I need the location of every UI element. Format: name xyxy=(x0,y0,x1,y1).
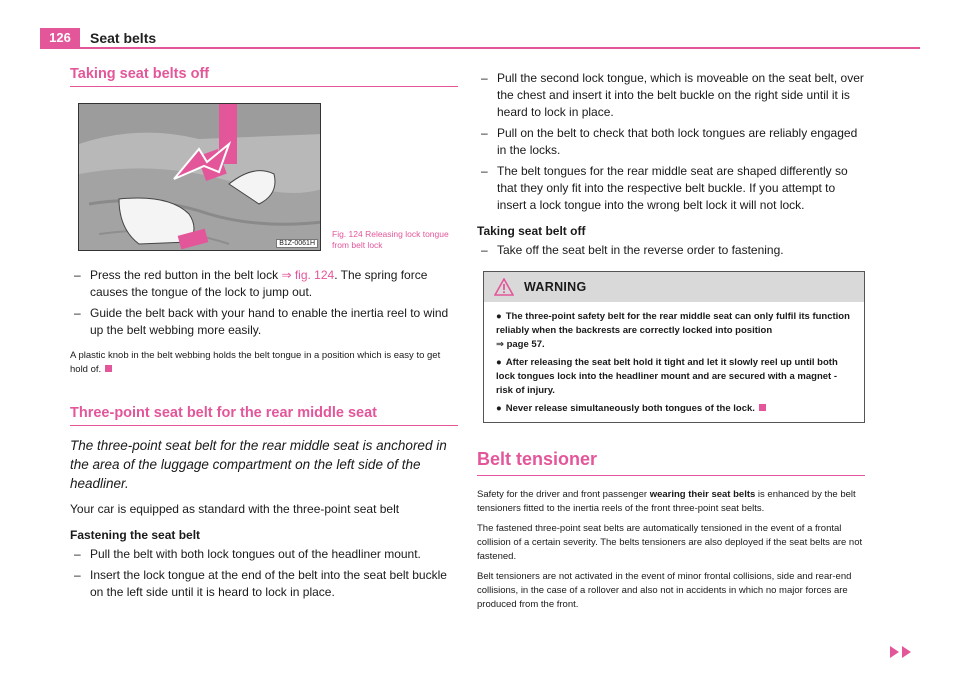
intro-text: Your car is equipped as standard with the three-point seat belt xyxy=(70,502,400,516)
figure-caption: Fig. 124 Releasing lock tongue from belt lock xyxy=(332,229,449,250)
warning-item: ● After releasing the seat belt hold it tight and let it slowly reel up until both lock tongues lock into the headliner mount and are secured with a magnet - risk of injury. xyxy=(496,357,838,396)
warning-item: ● The three-point safety belt for the rear middle seat can only fulfil its function reliably when the backrests are correctly locked into position ⇒ page 57. xyxy=(496,311,850,350)
figure-reference-link[interactable]: ⇒ fig. 124 xyxy=(281,268,335,282)
list-item: – The belt tongues for the rear middle seat are shaped differently so that they only fit into the respective belt buckle. If you attempt to insert a lock tongue into the wrong belt lock it will not lock. xyxy=(477,163,865,214)
warning-box xyxy=(483,271,865,423)
bullet-icon: ● xyxy=(496,403,502,414)
section-title-rear-middle: Three-point seat belt for the rear middle seat xyxy=(70,405,458,426)
list-item: – Pull on the belt to check that both lock tongues are reliably engaged in the locks. xyxy=(477,125,865,159)
section-title-taking-off: Taking seat belts off xyxy=(70,66,458,87)
tensioner-paragraph-1: Safety for the driver and front passenger wearing their seat belts is enhanced by the belt tensioners fitted to the inertia reels of the front three-point seat belts. xyxy=(477,489,856,514)
bullet-icon: ● xyxy=(496,357,502,368)
figure-image xyxy=(78,103,321,251)
subheading-fastening: Fastening the seat belt xyxy=(70,528,201,542)
warning-title: WARNING xyxy=(524,280,587,294)
warning-item: ● Never release simultaneously both tongues of the lock. xyxy=(488,402,856,416)
subheading-taking-off: Taking seat belt off xyxy=(477,224,586,238)
figure-code: B1Z-0061H xyxy=(276,239,318,248)
next-page-arrow-icon[interactable] xyxy=(890,646,899,658)
page-header-title: Seat belts xyxy=(90,30,157,46)
list-item: – Take off the seat belt in the reverse order to fastening. xyxy=(477,242,865,259)
next-page-arrow-icon[interactable] xyxy=(902,646,911,658)
list-item: – Pull the second lock tongue, which is moveable on the seat belt, over the chest and insert it into the belt buckle on the right side until it is heard to lock in place. xyxy=(477,70,865,121)
page-number: 126 xyxy=(40,28,80,47)
end-mark-icon xyxy=(105,365,112,372)
warning-header xyxy=(484,272,864,302)
lead-text: The three-point seat belt for the rear middle seat is anchored in the area of the luggage compartment on the left side of the headliner. xyxy=(70,438,447,491)
warning-triangle-icon xyxy=(494,278,514,296)
left-column xyxy=(70,66,458,601)
tensioner-paragraph-3: Belt tensioners are not activated in the event of minor frontal collisions, side and rear-end collisions, in the case of a rollover and also not in accidents in which no major forces are produced from the front. xyxy=(477,571,852,610)
list-item: – Guide the belt back with your hand to enable the inertia reel to wind up the belt webbing more easily. xyxy=(70,305,458,339)
page-reference-link[interactable]: ⇒ page 57. xyxy=(496,339,545,350)
seat-belt-release-illustration xyxy=(79,104,321,251)
figure-124 xyxy=(70,103,458,251)
tensioner-paragraph-2: The fastened three-point seat belts are automatically tensioned in the event of a frontal collision of a certain severity. The belts tensioners are also deployed if the seat belts are not fastened. xyxy=(477,523,863,562)
list-item: – Press the red button in the belt lock ⇒ fig. 124. The spring force causes the tongue of the lock to jump out. xyxy=(70,267,458,301)
end-mark-icon xyxy=(759,404,766,411)
steps-taking-off xyxy=(70,267,458,339)
steps-fastening-continued xyxy=(477,70,865,214)
header-rule xyxy=(40,47,920,49)
warning-body xyxy=(484,302,864,422)
list-item: – Pull the belt with both lock tongues out of the headliner mount. xyxy=(70,546,458,563)
section-title-belt-tensioner: Belt tensioner xyxy=(477,449,865,476)
steps-fastening xyxy=(70,546,458,601)
list-item: – Insert the lock tongue at the end of the belt into the seat belt buckle on the left side until it is heard to lock in place. xyxy=(70,567,458,601)
note-text: A plastic knob in the belt webbing holds the belt tongue in a position which is easy to get hold of. xyxy=(70,350,441,375)
right-column xyxy=(477,70,865,612)
bullet-icon: ● xyxy=(496,311,502,322)
